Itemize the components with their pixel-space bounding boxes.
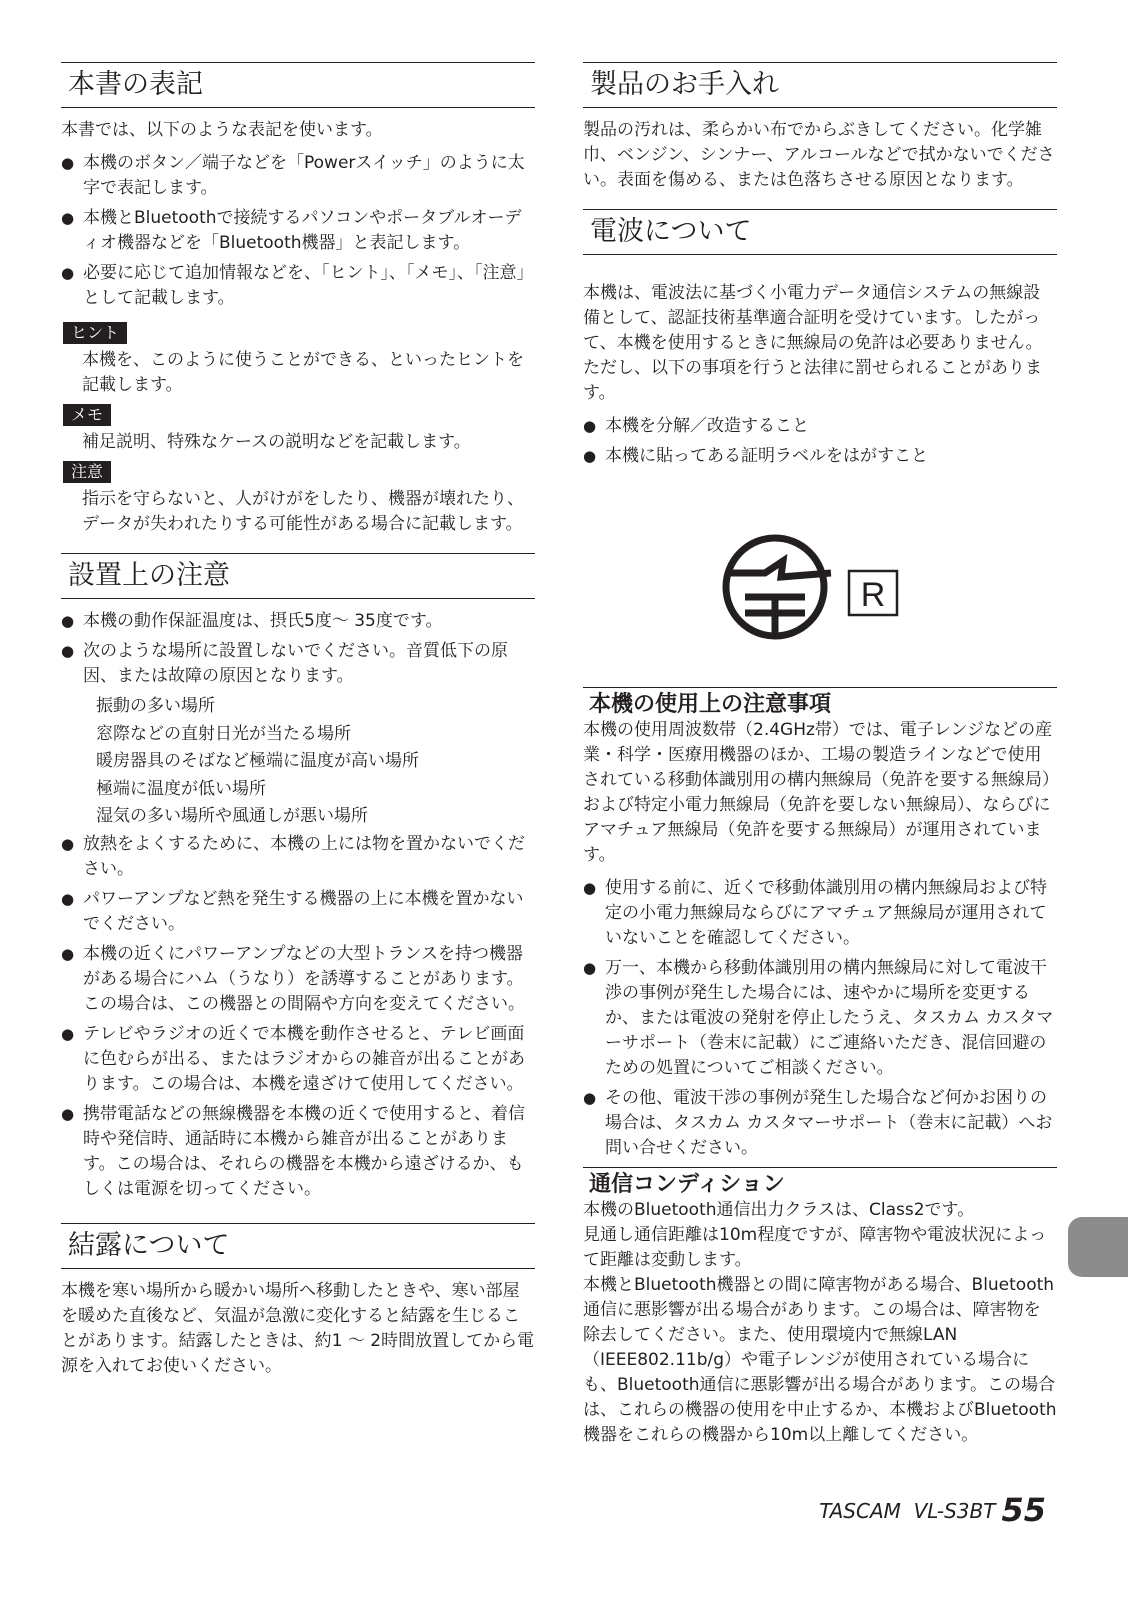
list-item: ● パワーアンプなど熱を発生する機器の上に本機を置かないでください。 (61, 887, 535, 937)
list-item: ● 次のような場所に設置しないでください。音質低下の原因、または故障の原因となります。 (61, 639, 535, 689)
radio-text-2: ただし、以下の事項を行うと法律に罰せられることがあります。 (583, 358, 1042, 403)
list-item: ● テレビやラジオの近くで本機を動作させると、テレビ画面に色むらが出る、またはラジオからの雑音が出ることがあります。この場合は、本機を遠ざけて使用してください。 (61, 1022, 535, 1097)
place-item: 湿気の多い場所や風通しが悪い場所 (96, 806, 368, 826)
list-item: ● 本機を分解／改造すること (583, 414, 1057, 439)
list-item: ● 本機のボタン／端子などを「Powerスイッチ」のように太字で表記します。 (61, 151, 535, 201)
place-item: 振動の多い場所 (96, 696, 215, 716)
radio-text-1: 本機は、電波法に基づく小電力データ通信システムの無線設備として、認証技術基準適合証明を受けています。したがって、本機を使用するときに無線局の免許は必要ありません。 (583, 283, 1043, 353)
list-item: ● 放熱をよくするために、本機の上には物を置かないでください。 (61, 832, 535, 882)
care-text: 製品の汚れは、柔らかい布でからぶきしてください。化学雑巾、ベンジン、シンナー、アルコールなどで拭かないでください。表面を傷める、または色落ちさせる原因となります。 (583, 120, 1055, 190)
section-title-care: 製品のお手入れ (583, 62, 1057, 108)
list-item: ● 本機の動作保証温度は、摂氏5度～ 35度です。 (61, 609, 535, 634)
section-title-usage-notes: 本機の使用上の注意事項 (583, 687, 1057, 718)
hint-tag: ヒント (63, 322, 127, 344)
memo-text: 補足説明、特殊なケースの説明などを記載します。 (82, 432, 471, 452)
installation-list (61, 609, 535, 689)
section-title-installation: 設置上の注意 (61, 553, 535, 599)
list-item: ● 本機に貼ってある証明ラベルをはがすこと (583, 444, 1057, 469)
logo-letter: R (860, 576, 886, 614)
communication-text-2: 見通し通信距離は10m程度ですが、障害物や電波状況によって距離は変動します。 (583, 1225, 1047, 1270)
notation-intro: 本書では、以下のような表記を使います。 (61, 120, 383, 140)
section-title-notation: 本書の表記 (61, 62, 535, 108)
list-item: ● 万一、本機から移動体識別用の構内無線局に対して電波干渉の事例が発生した場合には、速やかに場所を変更するか、または電波の発射を停止したうえ、タスカム カスタマーサポート（巻末に記載）にご連絡いただき、混信回避のための処置についてご相談ください。 (583, 956, 1057, 1081)
place-item: 暖房器具のそばなど極端に温度が高い場所 (96, 751, 419, 771)
list-item: ● 使用する前に、近くで移動体識別用の構内無線局および特定の小電力無線局ならびにアマチュア無線局が運用されていないことを確認してください。 (583, 876, 1057, 951)
list-item: ● その他、電波干渉の事例が発生した場合など何かお困りの場合は、タスカム カスタマーサポート（巻末に記載）へお問い合せください。 (583, 1086, 1057, 1161)
hint-text: 本機を、このように使うことができる、といったヒントを記載します。 (82, 350, 524, 395)
list-item: ● 携帯電話などの無線機器を本機の近くで使用すると、着信時や発信時、通話時に本機から雑音が出ることがあります。この場合は、それらの機器を本機から遠ざけるか、もしくは電源を切ってください。 (61, 1102, 535, 1202)
radio-list (583, 414, 1057, 469)
page-footer (819, 1491, 1046, 1529)
usage-notes-text: 本機の使用周波数帯（2.4GHz帯）では、電子レンジなどの産業・科学・医療用機器のほか、工場の製造ラインなどで使用されている移動体識別用の構内無線局（免許を要する無線局）および特定小電力無線局（免許を要しない無線局）、ならびにアマチュア無線局（免許を要する無線局）が運用されています。 (583, 720, 1053, 865)
caution-text: 指示を守らないと、人がけがをしたり、機器が壊れたり、データが失われたりする可能性がある場合に記載します。 (82, 489, 524, 534)
list-item: ● 必要に応じて追加情報などを、「ヒント」、「メモ」、「注意」として記載します。 (61, 261, 535, 311)
section-title-radio: 電波について (583, 209, 1057, 255)
communication-text-1: 本機のBluetooth通信出力クラスは、Class2です。 (583, 1200, 975, 1220)
caution-tag: 注意 (63, 461, 111, 483)
footer-brand: TASCAM VL-S3BT (819, 1499, 996, 1523)
place-item: 極端に温度が低い場所 (96, 778, 266, 799)
chapter-tab (1068, 1217, 1128, 1277)
right-column-lower (583, 687, 1057, 1448)
condensation-text: 本機を寒い場所から暖かい場所へ移動したときや、寒い部屋を暖めた直後など、気温が急激に変化すると結露を生じることがあります。結露したときは、約1 ～ 2時間放置してから電源を入れてお使いください。 (61, 1280, 535, 1376)
notation-list (61, 151, 535, 311)
usage-notes-list (583, 876, 1057, 1161)
installation-list-2 (61, 832, 535, 1202)
place-item: 窓際などの直射日光が当たる場所 (96, 723, 351, 744)
section-title-condensation: 結露について (61, 1223, 535, 1269)
right-column (583, 62, 1057, 474)
section-title-communication: 通信コンディション (583, 1167, 1057, 1198)
communication-text-3: 本機とBluetooth機器との間に障害物がある場合、Bluetooth通信に悪影響が出る場合があります。この場合は、障害物を除去してください。また、使用環境内で無線LAN（IEEE802.11b/g）や電子レンジが使用されている場合にも、Bluetooth通信に悪影響が出る場合があります。この場合は、これらの機器の使用を中止するか、本機およびBluetooth機器をこれらの機器から10m以上離してください。 (583, 1275, 1057, 1445)
page-number: 55 (1001, 1491, 1046, 1529)
giteki-certification-mark-icon (719, 531, 919, 651)
list-item: ● 本機とBluetoothで接続するパソコンやポータブルオーディオ機器などを「Bluetooth機器」と表記します。 (61, 206, 535, 256)
left-column (61, 62, 535, 1379)
list-item: ● 本機の近くにパワーアンプなどの大型トランスを持つ機器がある場合にハム（うなり）を誘導することがあります。この場合は、この機器との間隔や方向を変えてください。 (61, 942, 535, 1017)
memo-tag: メモ (63, 404, 111, 426)
